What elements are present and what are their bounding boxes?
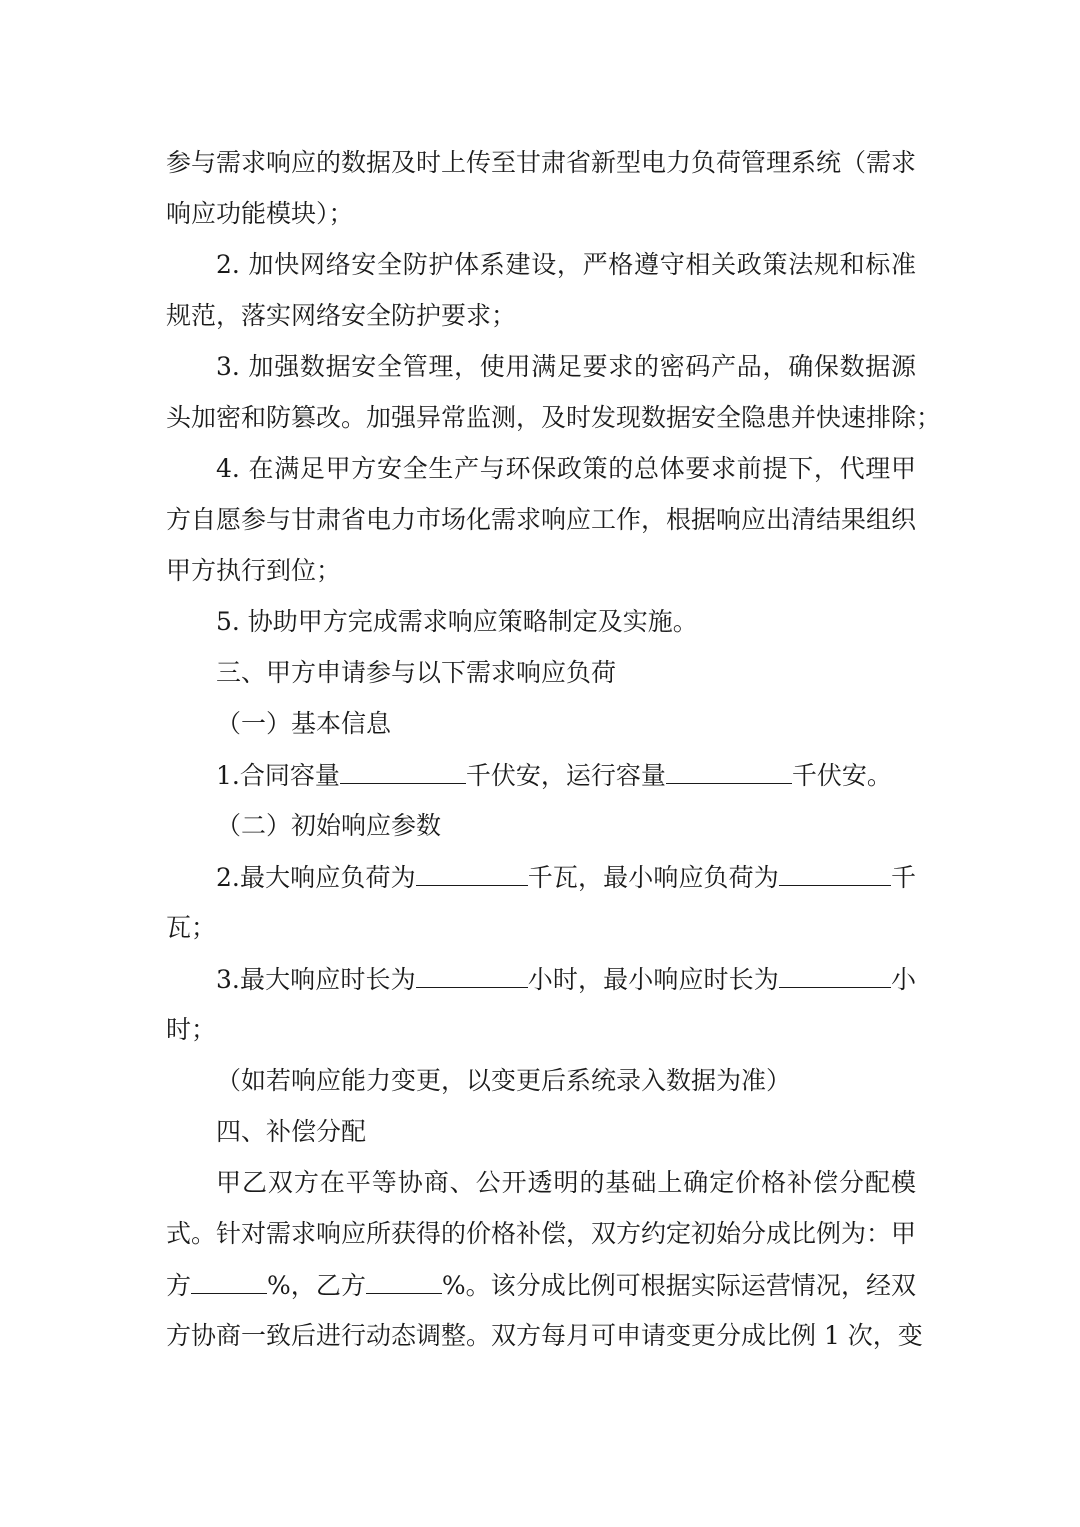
contract-capacity-blank[interactable]: [340, 757, 466, 784]
paragraph-5-line-1: 5. 协助甲方完成需求响应策略制定及实施。: [216, 607, 698, 636]
item-3-label-min: 小时，最小响应时长为: [527, 965, 779, 994]
paragraph-2-line-2: 规范，落实网络安全防护要求；: [166, 301, 517, 330]
paragraph-1-line-2: 响应功能模块）；: [166, 199, 354, 228]
item-2-unit-part: 千: [890, 863, 916, 892]
party-a-label: 方: [166, 1271, 192, 1300]
capacity-change-note: （如若响应能力变更，以变更后系统录入数据为准）: [216, 1066, 792, 1095]
paragraph-2-line-1: 2. 加快网络安全防护体系建设，严格遵守相关政策法规和标准: [216, 250, 916, 279]
item-2-label-min: 千瓦，最小响应负荷为: [527, 863, 779, 892]
subsection-initial-params: （二）初始响应参数: [216, 811, 442, 840]
section-4-line-2: 式。针对需求响应所获得的价格补偿，双方约定初始分成比例为：甲: [166, 1219, 917, 1248]
item-3-unit-wrap: 时；: [166, 1015, 217, 1044]
min-duration-blank[interactable]: [779, 961, 891, 988]
paragraph-4-line-2: 方自愿参与甘肃省电力市场化需求响应工作，根据响应出清结果组织: [166, 505, 917, 534]
max-duration-blank[interactable]: [416, 961, 528, 988]
item-1-label-contract: 1.合同容量: [216, 761, 340, 790]
item-2-load: [216, 859, 916, 895]
section-4-line-3: [166, 1267, 916, 1303]
max-load-blank[interactable]: [416, 859, 528, 886]
item-3-label-max: 3.最大响应时长为: [216, 965, 416, 994]
item-1-capacity: [216, 757, 916, 793]
item-3-duration: [216, 961, 916, 997]
section-4-line-4: 方协商一致后进行动态调整。双方每月可申请变更分成比例 1 次，变: [166, 1321, 923, 1350]
section-3-title: 三、甲方申请参与以下需求响应负荷: [216, 658, 617, 687]
item-2-unit-wrap: 瓦；: [166, 913, 217, 942]
item-2-label-max: 2.最大响应负荷为: [216, 863, 416, 892]
paragraph-1-line-1: 参与需求响应的数据及时上传至甘肃省新型电力负荷管理系统（需求: [166, 148, 917, 177]
paragraph-3-line-2: 头加密和防篡改。加强异常监测，及时发现数据安全隐患并快速排除；: [166, 403, 942, 432]
subsection-basic-info: （一）基本信息: [216, 709, 392, 738]
min-load-blank[interactable]: [779, 859, 891, 886]
running-capacity-blank[interactable]: [666, 757, 792, 784]
item-3-unit-part: 小: [890, 965, 916, 994]
paragraph-4-line-1: 4. 在满足甲方安全生产与环保政策的总体要求前提下，代理甲: [216, 454, 916, 483]
item-1-unit: 千伏安。: [791, 761, 892, 790]
paragraph-4-line-3: 甲方执行到位；: [166, 556, 342, 585]
share-adjust-text: %。该分成比例可根据实际运营情况，经双: [441, 1271, 916, 1300]
party-a-share-blank[interactable]: [191, 1267, 267, 1294]
party-b-label: %，乙方: [267, 1271, 366, 1300]
section-4-title: 四、补偿分配: [216, 1117, 367, 1146]
party-b-share-blank[interactable]: [366, 1267, 442, 1294]
section-4-line-1: 甲乙双方在平等协商、公开透明的基础上确定价格补偿分配模: [216, 1168, 916, 1197]
item-1-label-running: 千伏安，运行容量: [465, 761, 666, 790]
paragraph-3-line-1: 3. 加强数据安全管理，使用满足要求的密码产品，确保数据源: [216, 352, 916, 381]
